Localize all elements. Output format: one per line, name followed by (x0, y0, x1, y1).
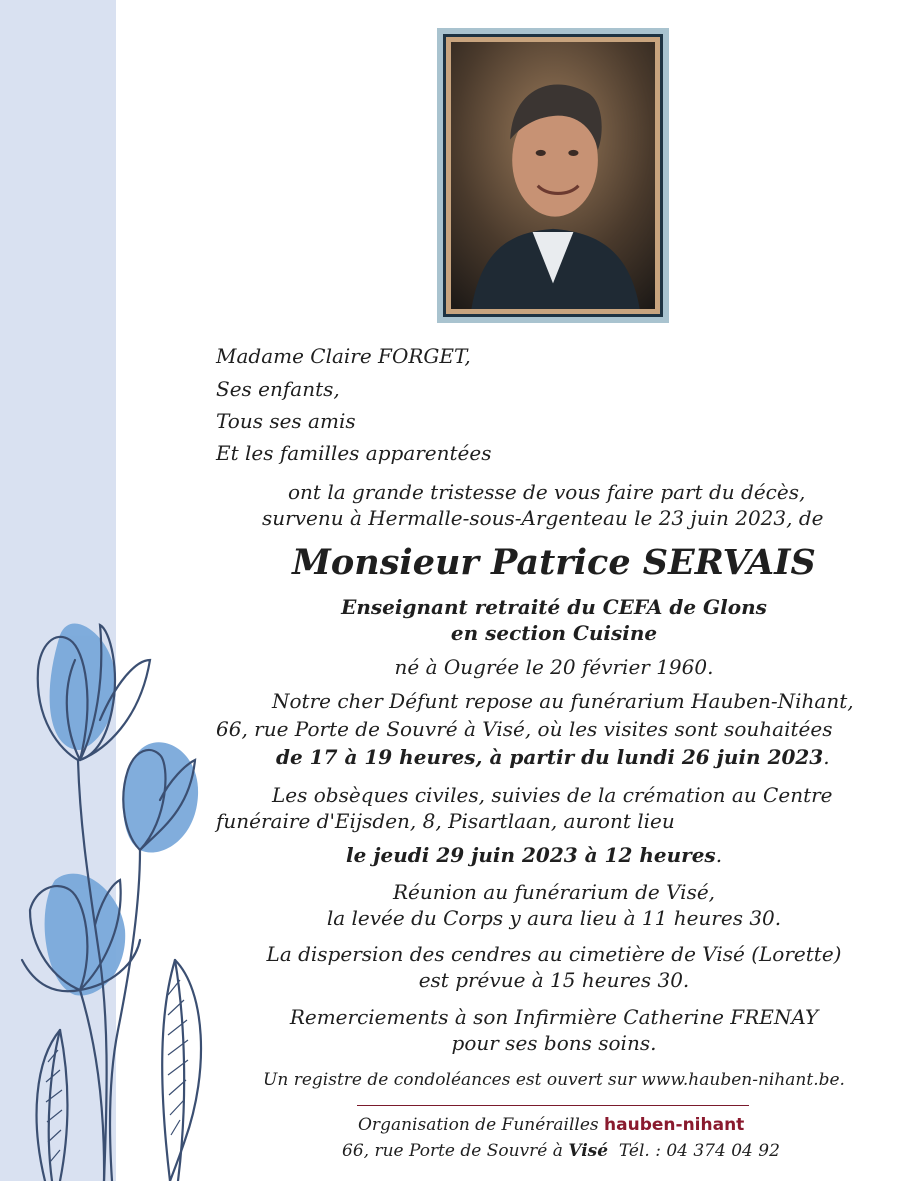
visits-line-1: Notre cher Défunt repose au funérarium Hauben-Nihant, (272, 689, 854, 713)
tulip-illustration (0, 600, 230, 1181)
family-line-4: Et les familles apparentées (216, 441, 492, 465)
funeral-line-2: funéraire d'Eijsden, 8, Pisartlaan, auront lieu (216, 809, 675, 833)
footer-divider (357, 1105, 749, 1106)
deceased-title-line-1: Enseignant retraité du CEFA de Glons (341, 595, 767, 619)
ashes-line-1: La dispersion des cendres au cimetière de Visé (Lorette) (266, 942, 842, 966)
meeting-line-2: la levée du Corps y aura lieu à 11 heures 30. (326, 906, 782, 930)
announce-line-1: ont la grande tristesse de vous faire part du décès, (288, 480, 806, 504)
thanks-line-1: Remerciements à son Infirmière Catherine FRENAY (289, 1005, 819, 1029)
family-line-1: Madame Claire FORGET, (216, 344, 471, 368)
funeral-date: le jeudi 29 juin 2023 à 12 heures. (346, 843, 723, 867)
footer-address: 66, rue Porte de Souvré à Visé Tél. : 04 374 04 92 (342, 1141, 780, 1161)
portrait-photo (451, 42, 655, 309)
birth-info: né à Ougrée le 20 février 1960. (394, 655, 714, 679)
visits-line-3: de 17 à 19 heures, à partir du lundi 26 juin 2023. (276, 745, 830, 769)
meeting-line-1: Réunion au funérarium de Visé, (392, 880, 716, 904)
condolence-register: Un registre de condoléances est ouvert sur www.hauben-nihant.be. (263, 1070, 845, 1090)
family-line-2: Ses enfants, (216, 377, 340, 401)
footer-organisation: Organisation de Funérailles hauben-nihant (358, 1115, 745, 1135)
announce-line-2: survenu à Hermalle-sous-Argenteau le 23 juin 2023, de (262, 506, 824, 530)
family-line-3: Tous ses amis (216, 409, 356, 433)
deceased-name: Monsieur Patrice SERVAIS (292, 542, 816, 583)
brand-logo-text: hauben-nihant (604, 1115, 745, 1135)
footer-phone: Tél. : 04 374 04 92 (618, 1141, 780, 1161)
portrait-frame (437, 28, 669, 323)
funeral-line-1: Les obsèques civiles, suivies de la crémation au Centre (272, 783, 833, 807)
thanks-line-2: pour ses bons soins. (451, 1031, 657, 1055)
visits-hours: de 17 à 19 heures, à partir du lundi 26 juin 2023 (276, 745, 824, 769)
visits-line-2: 66, rue Porte de Souvré à Visé, où les visites sont souhaitées (216, 717, 833, 741)
ashes-line-2: est prévue à 15 heures 30. (418, 968, 690, 992)
deceased-title-line-2: en section Cuisine (450, 621, 658, 645)
